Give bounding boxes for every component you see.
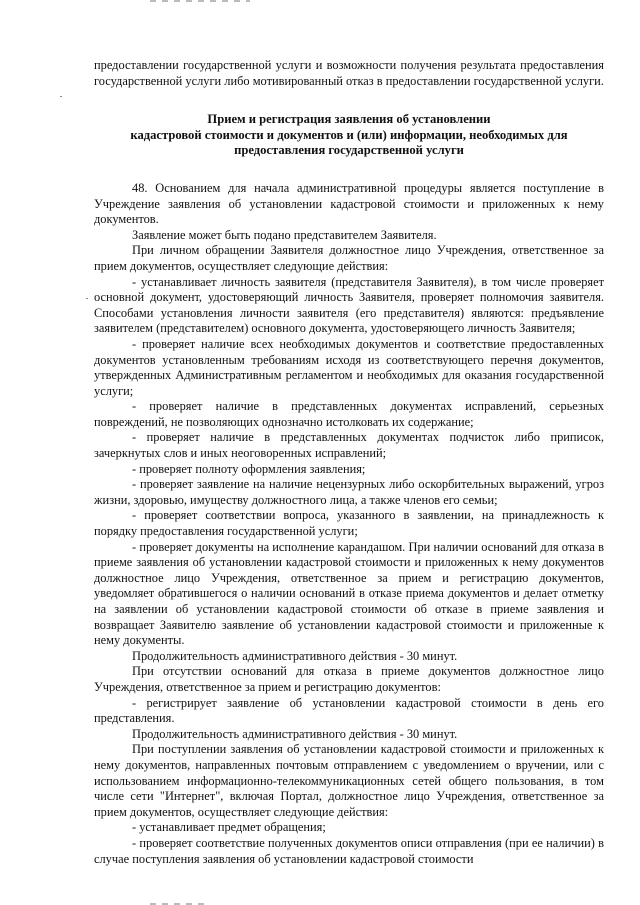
section-heading xyxy=(94,112,604,159)
paragraph: - проверяет документы на исполнение карандашом. При наличии оснований для отказа в приеме заявления об установлении кадастровой стоимости и приложенных к нему документов должностное лицо Учреждения, ответственное за прием и регистрацию документов, уведомляет обратившегося о наличии оснований в отказе приема документов и делает отметку на заявлении об установлении кадастровой стоимости об отказе в приеме заявления и возвращает Заявителю заявление об установлении кадастровой стоимости и приложенные к нему документы. xyxy=(94,539,604,648)
scan-speck xyxy=(86,298,88,299)
paragraph: При поступлении заявления об установлении кадастровой стоимости и приложенных к нему документов, направленных почтовым отправлением с уведомлением о вручении, или с использованием информационно-телекоммуникационных сетей общего пользования, в том числе сети "Интернет", включая Портал, должностное лицо Учреждения, ответственное за прием документов, осуществляет следующие действия: xyxy=(94,742,604,819)
paragraph: - проверяет наличие в представленных документах подчисток либо приписок, зачеркнутых слов и иных неоговоренных исправлений; xyxy=(94,430,604,461)
scan-speck xyxy=(60,96,62,97)
paragraph: - проверяет наличие всех необходимых документов и соответствие предоставленных документов установленным требованиям исходя из соответствующего перечня документов, утвержденных Административным регламентом и необходимых для оказания государственной услуги; xyxy=(94,336,604,398)
document-page xyxy=(94,58,604,867)
paragraph: - проверяет соответствии вопроса, указанного в заявлении, на принадлежность к порядку предоставления государственной услуги; xyxy=(94,508,604,539)
paragraph: - проверяет полноту оформления заявления; xyxy=(132,461,366,476)
scan-artifact-top xyxy=(150,0,250,2)
paragraph: Заявление может быть подано представителем Заявителя. xyxy=(132,227,437,242)
paragraph: - устанавливает предмет обращения; xyxy=(132,820,326,835)
paragraph: - регистрирует заявление об установлении кадастровой стоимости в день его представления. xyxy=(94,695,604,726)
paragraph: Продолжительность административного действия - 30 минут. xyxy=(132,726,458,741)
paragraph: - проверяет наличие в представленных документах исправлений, серьезных повреждений, не позволяющих однозначно истолковать их содержание; xyxy=(94,399,604,429)
body-text xyxy=(94,181,604,867)
paragraph: - проверяет заявление на наличие нецензурных либо оскорбительных выражений, угроз жизни, здоровью, имуществу должностного лица, а также членов его семьи; xyxy=(94,477,604,507)
intro-paragraph: предоставлении государственной услуги и возможности получения результата предоставления государственной услуги либо мотивированный отказ в предоставлении государственной услуги. xyxy=(94,58,604,88)
paragraph: - проверяет соответствие полученных документов описи отправления (при ее наличии) в случае поступления заявления об установлении кадастровой стоимости xyxy=(94,835,604,866)
paragraph: Продолжительность административного действия - 30 минут. xyxy=(132,648,458,663)
heading-line: кадастровой стоимости и документов и (или) информации, необходимых для xyxy=(130,127,568,142)
heading-line: предоставления государственной услуги xyxy=(234,143,464,158)
paragraph: 48. Основанием для начала административной процедуры является поступление в Учреждение заявления об установлении кадастровой стоимости и приложенных к нему документов. xyxy=(94,180,604,227)
paragraph: - устанавливает личность заявителя (представителя Заявителя), в том числе проверяет основной документ, удостоверяющий личность Заявителя, проверяет полномочия заявителя. Способами установления личности заявителя (его представителя) являются: предъявление заявителем (представителем) основного документа, удостоверяющего личность Заявителя; xyxy=(94,274,604,336)
heading-line: Прием и регистрация заявления об установлении xyxy=(207,112,491,127)
paragraph: При личном обращении Заявителя должностное лицо Учреждения, ответственное за прием документов, осуществляет следующие действия: xyxy=(94,243,604,273)
paragraph: При отсутствии оснований для отказа в приеме документов должностное лицо Учреждения, ответственное за прием и регистрацию документов: xyxy=(94,664,604,694)
